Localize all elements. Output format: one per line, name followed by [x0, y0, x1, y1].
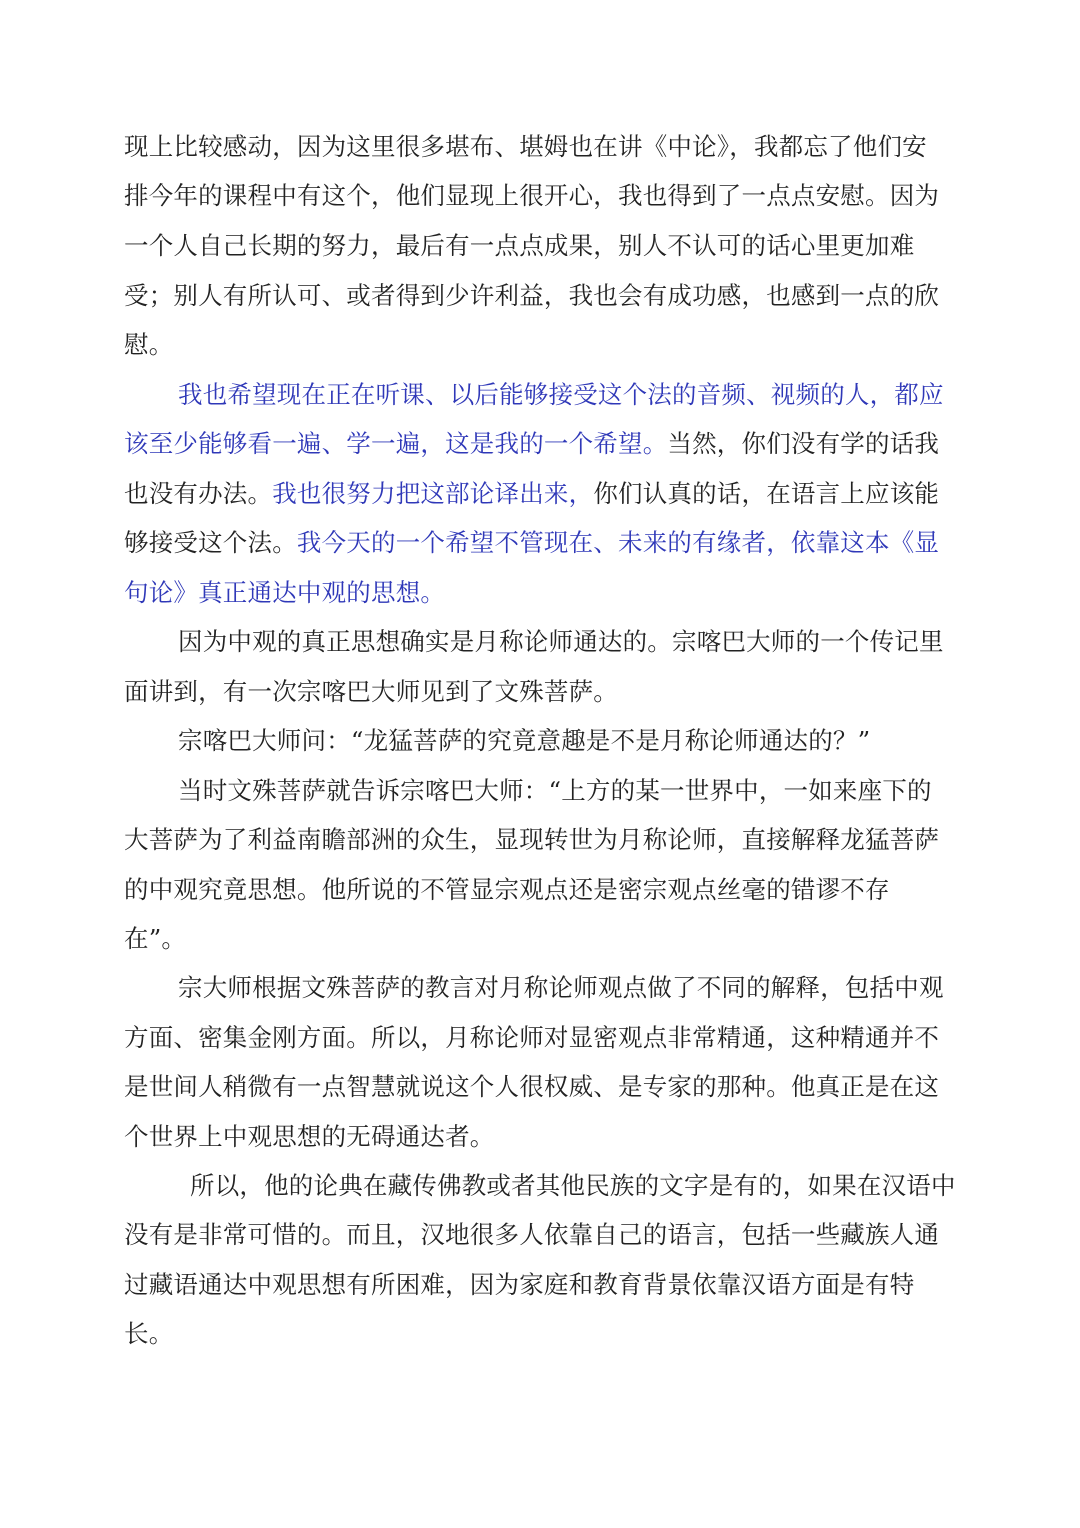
- text-run: 当然，你们没有学的话我: [667, 429, 940, 458]
- text-run: 够接受这个法。: [124, 528, 297, 557]
- text-line: 所以，他的论典在藏传佛教或者其他民族的文字是有的，如果在汉语中: [190, 1171, 956, 1200]
- text-run: 你们认真的话，在语言上应该能: [593, 479, 940, 508]
- text-run: 也没有办法。: [124, 479, 273, 508]
- text-line: 方面、密集金刚方面。所以，月称论师对显密观点非常精通，这种精通并不: [124, 1023, 940, 1052]
- text-line: 长。: [124, 1319, 174, 1348]
- text-line: 面讲到，有一次宗喀巴大师见到了文殊菩萨。: [124, 677, 618, 706]
- text-line: 的中观究竟思想。他所说的不管显宗观点还是密宗观点丝毫的错谬不存: [124, 875, 890, 904]
- text-line: 是世间人稍微有一点智慧就说这个人很权威、是专家的那种。他真正是在这: [124, 1072, 940, 1101]
- highlighted-line: 我也希望现在正在听课、以后能够接受这个法的音频、视频的人，都应: [178, 380, 944, 409]
- text-line: 在”。: [124, 924, 187, 953]
- text-line: 大菩萨为了利益南瞻部洲的众生，显现转世为月称论师，直接解释龙猛菩萨: [124, 825, 940, 854]
- highlighted-line: 句论》真正通达中观的思想。: [124, 578, 446, 607]
- text-line: 一个人自己长期的努力，最后有一点点成果，别人不认可的话心里更加难: [124, 231, 915, 260]
- text-line: 排今年的课程中有这个，他们显现上很开心，我也得到了一点点安慰。因为: [124, 181, 940, 210]
- text-line: 个世界上中观思想的无碍通达者。: [124, 1122, 495, 1151]
- highlighted-run: 我也很努力把这部论译出来，: [272, 479, 594, 508]
- mixed-line: [124, 429, 939, 459]
- text-line: 慰。: [124, 330, 174, 359]
- text-line: 当时文殊菩萨就告诉宗喀巴大师：“上方的某一世界中，一如来座下的: [178, 776, 932, 805]
- highlighted-run: 该至少能够看一遍、学一遍，这是我的一个希望。: [124, 429, 668, 458]
- highlighted-run: 我今天的一个希望不管现在、未来的有缘者，依靠这本《显: [296, 528, 940, 557]
- text-line: 宗大师根据文殊菩萨的教言对月称论师观点做了不同的解释，包括中观: [178, 973, 944, 1002]
- text-line: 过藏语通达中观思想有所困难，因为家庭和教育背景依靠汉语方面是有特: [124, 1270, 915, 1299]
- text-line: 现上比较感动，因为这里很多堪布、堪姆也在讲《中论》，我都忘了他们安: [124, 132, 927, 161]
- text-line: 宗喀巴大师问：“龙猛菩萨的究竟意趣是不是月称论师通达的？”: [178, 726, 871, 755]
- mixed-line: [124, 528, 939, 558]
- text-line: 受；别人有所认可、或者得到少许利益，我也会有成功感，也感到一点的欣: [124, 281, 940, 310]
- text-line: 因为中观的真正思想确实是月称论师通达的。宗喀巴大师的一个传记里: [178, 627, 944, 656]
- mixed-line: [124, 479, 939, 509]
- text-line: 没有是非常可惜的。而且，汉地很多人依靠自己的语言，包括一些藏族人通: [124, 1220, 940, 1249]
